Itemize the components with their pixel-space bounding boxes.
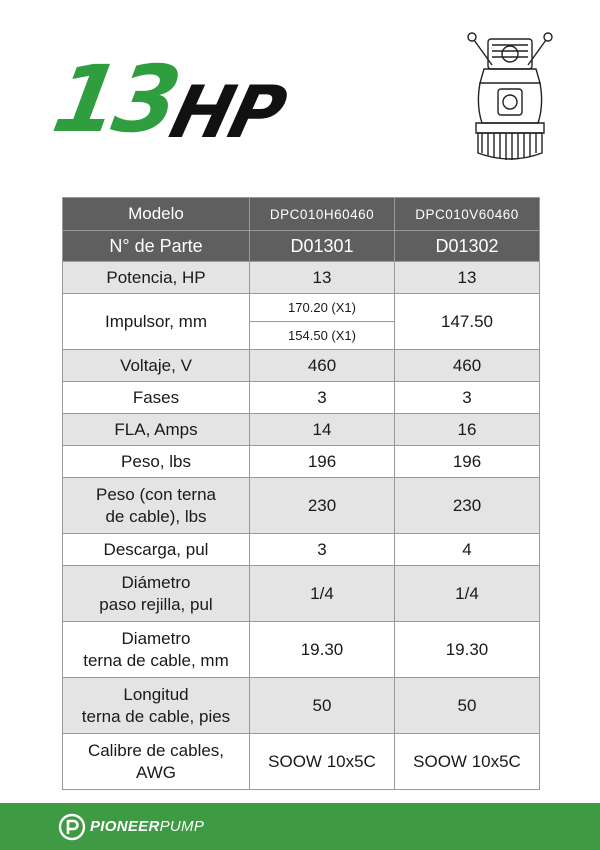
- value-cell: 460: [395, 350, 540, 382]
- row-label-line: Peso (con terna: [95, 484, 216, 504]
- row-label: Fases: [63, 382, 250, 414]
- value-cell: 16: [395, 414, 540, 446]
- value-cell: 50: [250, 678, 395, 734]
- row-label: [63, 566, 250, 622]
- row-label: Potencia, HP: [63, 262, 250, 294]
- row-label-line: Diametro: [121, 628, 191, 648]
- row-label-line: de cable), lbs: [105, 506, 207, 526]
- value-cell: 147.50: [395, 294, 540, 350]
- headline-unit: HP: [162, 70, 293, 154]
- value-cell: 1/4: [250, 566, 395, 622]
- row-label: Descarga, pul: [63, 534, 250, 566]
- spec-table: [62, 197, 540, 790]
- value-cell: 170.20 (X1): [250, 294, 395, 322]
- table-row: [63, 350, 540, 382]
- row-label: FLA, Amps: [63, 414, 250, 446]
- table-row: [63, 262, 540, 294]
- row-label: Voltaje, V: [63, 350, 250, 382]
- brand-wordmark: [90, 818, 204, 835]
- pioneer-logo-icon: [58, 813, 86, 841]
- value-cell: 196: [250, 446, 395, 478]
- value-cell: 3: [395, 382, 540, 414]
- table-row: [63, 478, 540, 534]
- value-cell: 3: [250, 534, 395, 566]
- value-cell: SOOW 10x5C: [395, 734, 540, 790]
- footer-bar: [0, 803, 600, 850]
- table-row: [63, 622, 540, 678]
- part-row: [63, 231, 540, 262]
- brand-light: PUMP: [159, 818, 205, 835]
- table-row: [63, 382, 540, 414]
- row-label-line: Longitud: [123, 684, 189, 704]
- row-label: [63, 734, 250, 790]
- model-row: [63, 198, 540, 231]
- headline-number: 13: [45, 46, 185, 153]
- table-row: [63, 566, 540, 622]
- brand-bold: PIONEER: [90, 818, 160, 835]
- row-label-line: terna de cable, mm: [83, 650, 229, 670]
- model-label: Modelo: [63, 198, 250, 231]
- part-cell: D01302: [395, 231, 540, 262]
- row-label-line: AWG: [136, 762, 176, 782]
- model-cell: DPC010H60460: [250, 198, 395, 231]
- value-cell: 50: [395, 678, 540, 734]
- value-cell: 3: [250, 382, 395, 414]
- row-label: Impulsor, mm: [63, 294, 250, 350]
- row-label: Peso, lbs: [63, 446, 250, 478]
- value-cell: 230: [250, 478, 395, 534]
- model-cell: DPC010V60460: [395, 198, 540, 231]
- value-cell: 4: [395, 534, 540, 566]
- table-row: [63, 446, 540, 478]
- row-label-line: Calibre de cables,: [87, 740, 225, 760]
- table-row: [63, 414, 540, 446]
- value-cell: 19.30: [395, 622, 540, 678]
- value-cell: SOOW 10x5C: [250, 734, 395, 790]
- part-cell: D01301: [250, 231, 395, 262]
- value-cell: 19.30: [250, 622, 395, 678]
- part-label: N° de Parte: [63, 231, 250, 262]
- row-label: [63, 622, 250, 678]
- pump-illustration: [462, 25, 557, 170]
- row-label: [63, 478, 250, 534]
- value-cell: 13: [250, 262, 395, 294]
- row-label-line: terna de cable, pies: [81, 706, 231, 726]
- row-label-line: Diámetro: [121, 572, 191, 592]
- value-cell: 1/4: [395, 566, 540, 622]
- value-cell: 196: [395, 446, 540, 478]
- value-cell: 230: [395, 478, 540, 534]
- row-label-line: paso rejilla, pul: [99, 594, 213, 614]
- value-cell: 13: [395, 262, 540, 294]
- row-label: [63, 678, 250, 734]
- table-row: [63, 534, 540, 566]
- table-row: [63, 734, 540, 790]
- value-cell: 460: [250, 350, 395, 382]
- table-row: [63, 678, 540, 734]
- value-cell: 154.50 (X1): [250, 322, 395, 350]
- value-cell: 14: [250, 414, 395, 446]
- table-row: [63, 294, 540, 322]
